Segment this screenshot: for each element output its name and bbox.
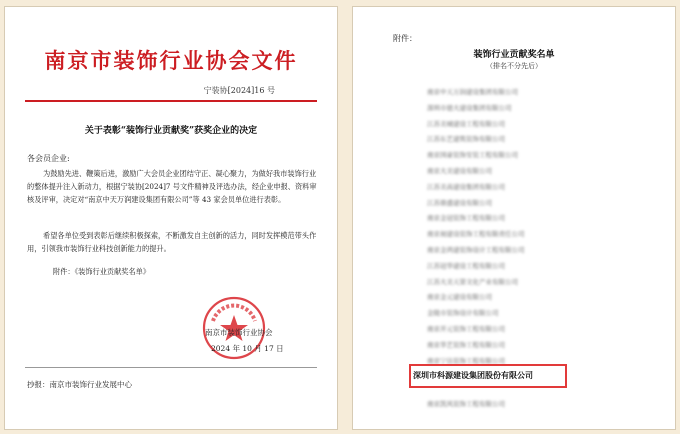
document-title: 南京市装饰行业协会文件 [44,48,298,73]
list-item: 南京昶建设装饰工程有限责任公司 [427,230,525,239]
list-item: 南京凯风装饰工程有限公司 [427,400,505,408]
cc-divider [25,367,317,368]
document-page-left [4,6,338,430]
cc-recipient: 抄报：南京市装饰行业发展中心 [27,380,132,389]
salutation: 各会员企业: [27,154,70,163]
list-item: 江苏东艺建筑装饰有限公司 [427,135,505,144]
body-paragraph-2: 希望各单位受到表彰后继续积极探索，不断激发自主创新的活力，同时发挥模范带头作用，引领我市装饰行业科技创新能力的提升。 [27,231,317,253]
list-item: 南京金元建设有限公司 [427,293,492,302]
document-number: 宁装协[2024]16 号 [203,86,275,95]
list-item: 江苏冠华建设工程有限公司 [427,261,505,270]
list-item: 南京国豪装饰安装工程有限公司 [427,151,518,160]
list-item: 江苏大美天第文化产业有限公司 [427,277,518,286]
signature-organization: 南京市装饰行业协会 [205,328,273,337]
list-item: 南京金冠装饰工程有限公司 [427,214,505,223]
list-item: 南京开元装饰工程有限公司 [427,324,505,333]
list-item: 南京大美建设有限公司 [427,166,492,175]
list-item: 江苏美城建设工程有限公司 [427,119,505,128]
attachment-label: 附件： [393,34,417,43]
highlighted-company: 深圳市科源建设集团股份有限公司 [413,370,533,380]
list-item: 南京华艺装饰工程有限公司 [427,340,505,349]
list-item: 江苏美高建设集团有限公司 [427,182,505,191]
signature-date: 2024 年 10 月 17 日 [211,344,284,353]
company-list [427,85,525,369]
attachment-note: 附件：《装饰行业贡献奖名单》 [53,267,151,276]
list-item: 南京中天万润建设集团有限公司 [427,88,518,96]
red-divider [25,100,317,102]
list-item: 南京金鸿建装饰设计工程有限公司 [427,245,525,254]
list-item: 江苏鼎盛建设有限公司 [427,198,492,207]
document-page-right [352,6,676,430]
list-item: 金陵市装饰设计有限公司 [427,309,499,318]
list-item: 深圳市德大建设集团有限公司 [427,103,512,112]
list-item: 南京宁达装饰工程有限公司 [427,356,505,365]
award-list-subtitle: （排名不分先后） [486,62,542,70]
decision-heading: 关于表彰“装饰行业贡献奖”获奖企业的决定 [84,126,258,136]
body-paragraph-1: 为鼓励先进、鞭策后进，激励广大会员企业团结守正、凝心聚力，为做好我市装饰行业的整体提升注入新动力，根据宁装协[2024]7 号文件精神及评选办法，经企业申报、资料审核及评审，决定对“南京中天万润建设集团有限公司”等 43 家会员单位进行表彰。 [27,169,317,204]
award-list-title: 装饰行业贡献奖名单 [473,50,555,60]
